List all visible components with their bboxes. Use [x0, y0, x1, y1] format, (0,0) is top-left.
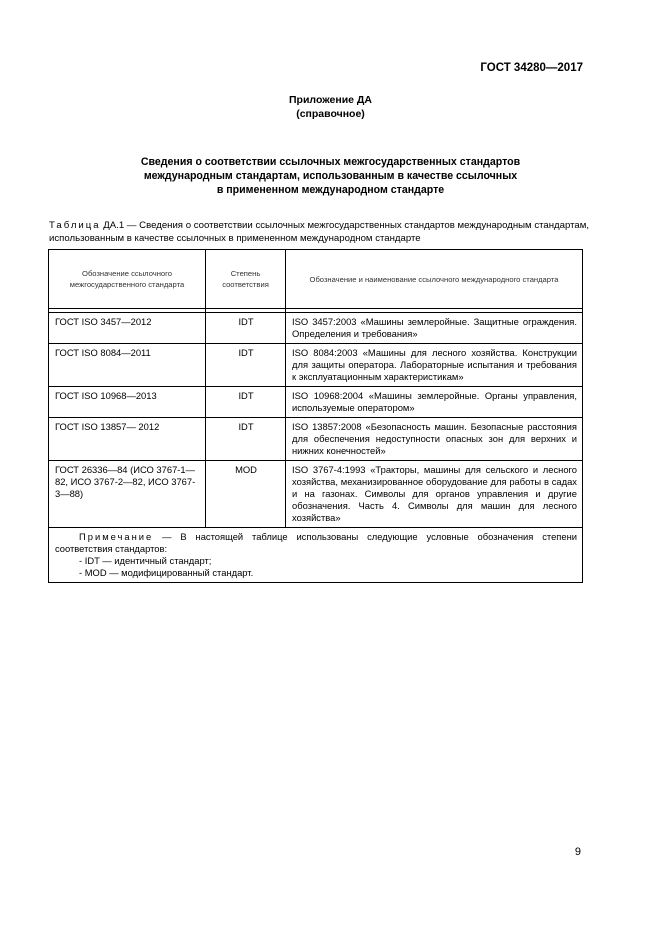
cell-degree: IDT — [206, 313, 286, 344]
table-row — [49, 344, 583, 387]
table-caption-label: Таблица — [49, 220, 101, 231]
column-header-degree: Степень соответствия — [206, 250, 286, 309]
appendix-title: Приложение ДА — [289, 94, 372, 106]
page-number: 9 — [574, 846, 581, 858]
cell-standard: ГОСТ ISO 3457—2012 — [49, 313, 206, 344]
correspondence-table — [48, 249, 583, 583]
cell-degree: IDT — [206, 344, 286, 387]
table-caption — [49, 219, 589, 245]
cell-standard: ГОСТ 26336—84 (ИСО 3767-1—82, ИСО 3767-2—82, ИСО 3767-3—88) — [49, 461, 206, 528]
cell-international: ISO 3767-4:1993 «Тракторы, машины для сельского и лесного хозяйства, механизированное оборудование для работы в садах и на газонах. Символы для органов управления и другие обозначения. Часть 4. Символы для машин для лесного хозяйства» — [286, 461, 583, 528]
note-item: - IDT — идентичный стандарт; — [79, 555, 212, 566]
table-caption-text: ДА.1 — Сведения о соответствии ссылочных межгосударственных стандартов международным стандартам, использованным в качестве ссылочных в примененном международном стандарте — [49, 220, 589, 244]
table-row — [49, 387, 583, 418]
table-row — [49, 418, 583, 461]
cell-international: ISO 8084:2003 «Машины для лесного хозяйства. Конструкции для защиты оператора. Лабораторные испытания и требования к эксплуатационным характеристикам» — [286, 344, 583, 387]
cell-international: ISO 3457:2003 «Машины землеройные. Защитные ограждения. Определения и требования» — [286, 313, 583, 344]
cell-standard: ГОСТ ISO 13857— 2012 — [49, 418, 206, 461]
table-header-row — [49, 250, 583, 309]
appendix-heading — [0, 93, 661, 121]
note-text: — В настоящей таблице использованы следующие условные обозначения степени соответствия стандартов: — [55, 531, 577, 554]
section-title-line: в примененном международном стандарте — [216, 184, 445, 196]
cell-degree: IDT — [206, 418, 286, 461]
column-header-standard: Обозначение ссылочного межгосударственного стандарта — [49, 250, 206, 309]
cell-standard: ГОСТ ISO 8084—2011 — [49, 344, 206, 387]
cell-degree: IDT — [206, 387, 286, 418]
table-note-row — [49, 528, 583, 583]
section-title — [0, 155, 661, 197]
document-header-id: ГОСТ 34280—2017 — [480, 62, 583, 74]
cell-degree: MOD — [206, 461, 286, 528]
appendix-subtitle: (справочное) — [296, 108, 365, 120]
cell-international: ISO 13857:2008 «Безопасность машин. Безопасные расстояния для обеспечения недоступности опасных зон для верхних и нижних конечностей» — [286, 418, 583, 461]
cell-international: ISO 10968:2004 «Машины землеройные. Органы управления, используемые оператором» — [286, 387, 583, 418]
section-title-line: международным стандартам, использованным в качестве ссылочных — [143, 170, 518, 182]
table-row — [49, 313, 583, 344]
note-label: Примечание — [79, 531, 154, 542]
table-note — [49, 528, 583, 583]
column-header-international: Обозначение и наименование ссылочного международного стандарта — [286, 250, 583, 309]
cell-standard: ГОСТ ISO 10968—2013 — [49, 387, 206, 418]
table-row — [49, 461, 583, 528]
note-item: - MOD — модифицированный стандарт. — [79, 567, 254, 578]
section-title-line: Сведения о соответствии ссылочных межгосударственных стандартов — [140, 156, 521, 168]
